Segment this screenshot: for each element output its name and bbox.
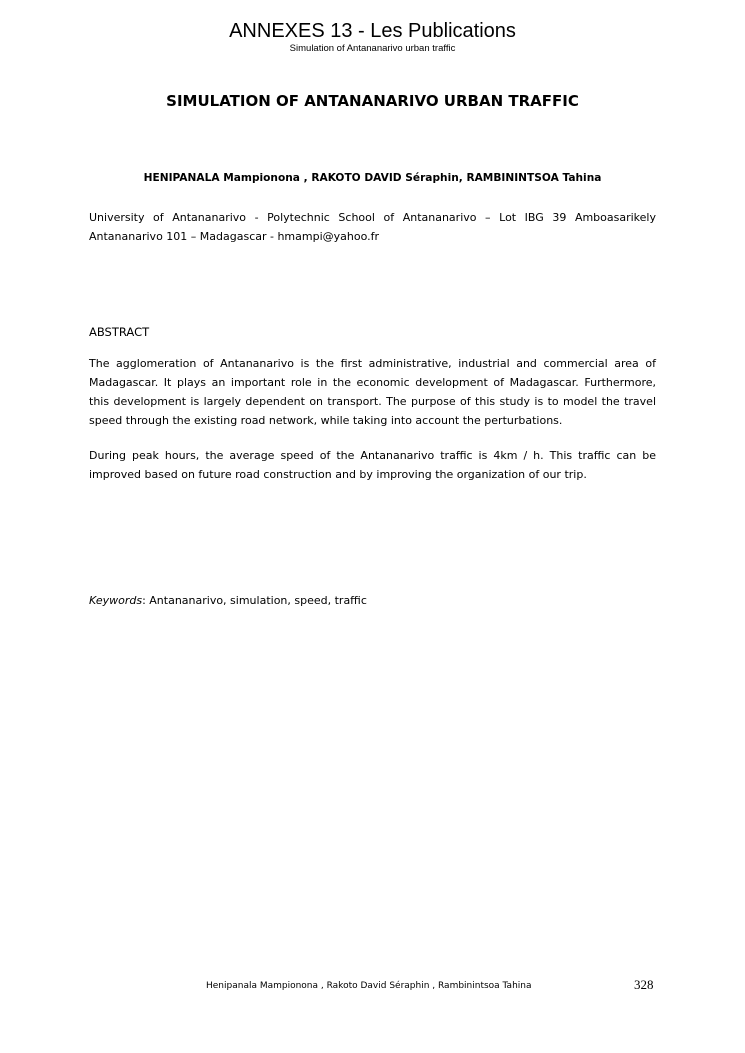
affiliation — [89, 208, 656, 246]
abstract-line: During peak hours, the average speed of the Antananarivo traffic is 4km / h. This traffic can be — [89, 449, 656, 462]
abstract-line: The agglomeration of Antananarivo is the first administrative, industrial and commercial area of — [89, 357, 656, 370]
page-header-subtitle: Simulation of Antananarivo urban traffic — [289, 43, 456, 54]
paper-authors: HENIPANALA Mampionona , RAKOTO DAVID Séraphin, RAMBININTSOA Tahina — [143, 172, 602, 184]
abstract-line: speed through the existing road network, while taking into account the perturbations. — [89, 414, 563, 427]
keywords-text: : Antananarivo, simulation, speed, traffic — [142, 594, 367, 607]
abstract-line: Madagascar. It plays an important role in the economic development of Madagascar. Furthermore, — [89, 376, 656, 389]
affiliation-line: University of Antananarivo - Polytechnic School of Antananarivo – Lot IBG 39 Amboasarikely — [89, 211, 656, 224]
abstract-line: this development is largely dependent on transport. The purpose of this study is to model the travel — [89, 395, 656, 408]
keywords-label: Keywords — [89, 594, 143, 607]
page-header-title: ANNEXES 13 - Les Publications — [229, 20, 516, 42]
abstract-heading: ABSTRACT — [89, 325, 150, 339]
affiliation-line: Antananarivo 101 – Madagascar - hmampi@yahoo.fr — [89, 230, 380, 243]
paper-title: SIMULATION OF ANTANANARIVO URBAN TRAFFIC — [166, 92, 579, 110]
page-number: 328 — [634, 977, 654, 992]
abstract-paragraph-1 — [89, 354, 656, 430]
footer-authors: Henipanala Mampionona , Rakoto David Séraphin , Rambinintsoa Tahina — [206, 981, 532, 991]
abstract-paragraph-2 — [89, 446, 656, 484]
abstract-line: improved based on future road construction and by improving the organization of our trip. — [89, 468, 587, 481]
keywords — [89, 592, 367, 610]
